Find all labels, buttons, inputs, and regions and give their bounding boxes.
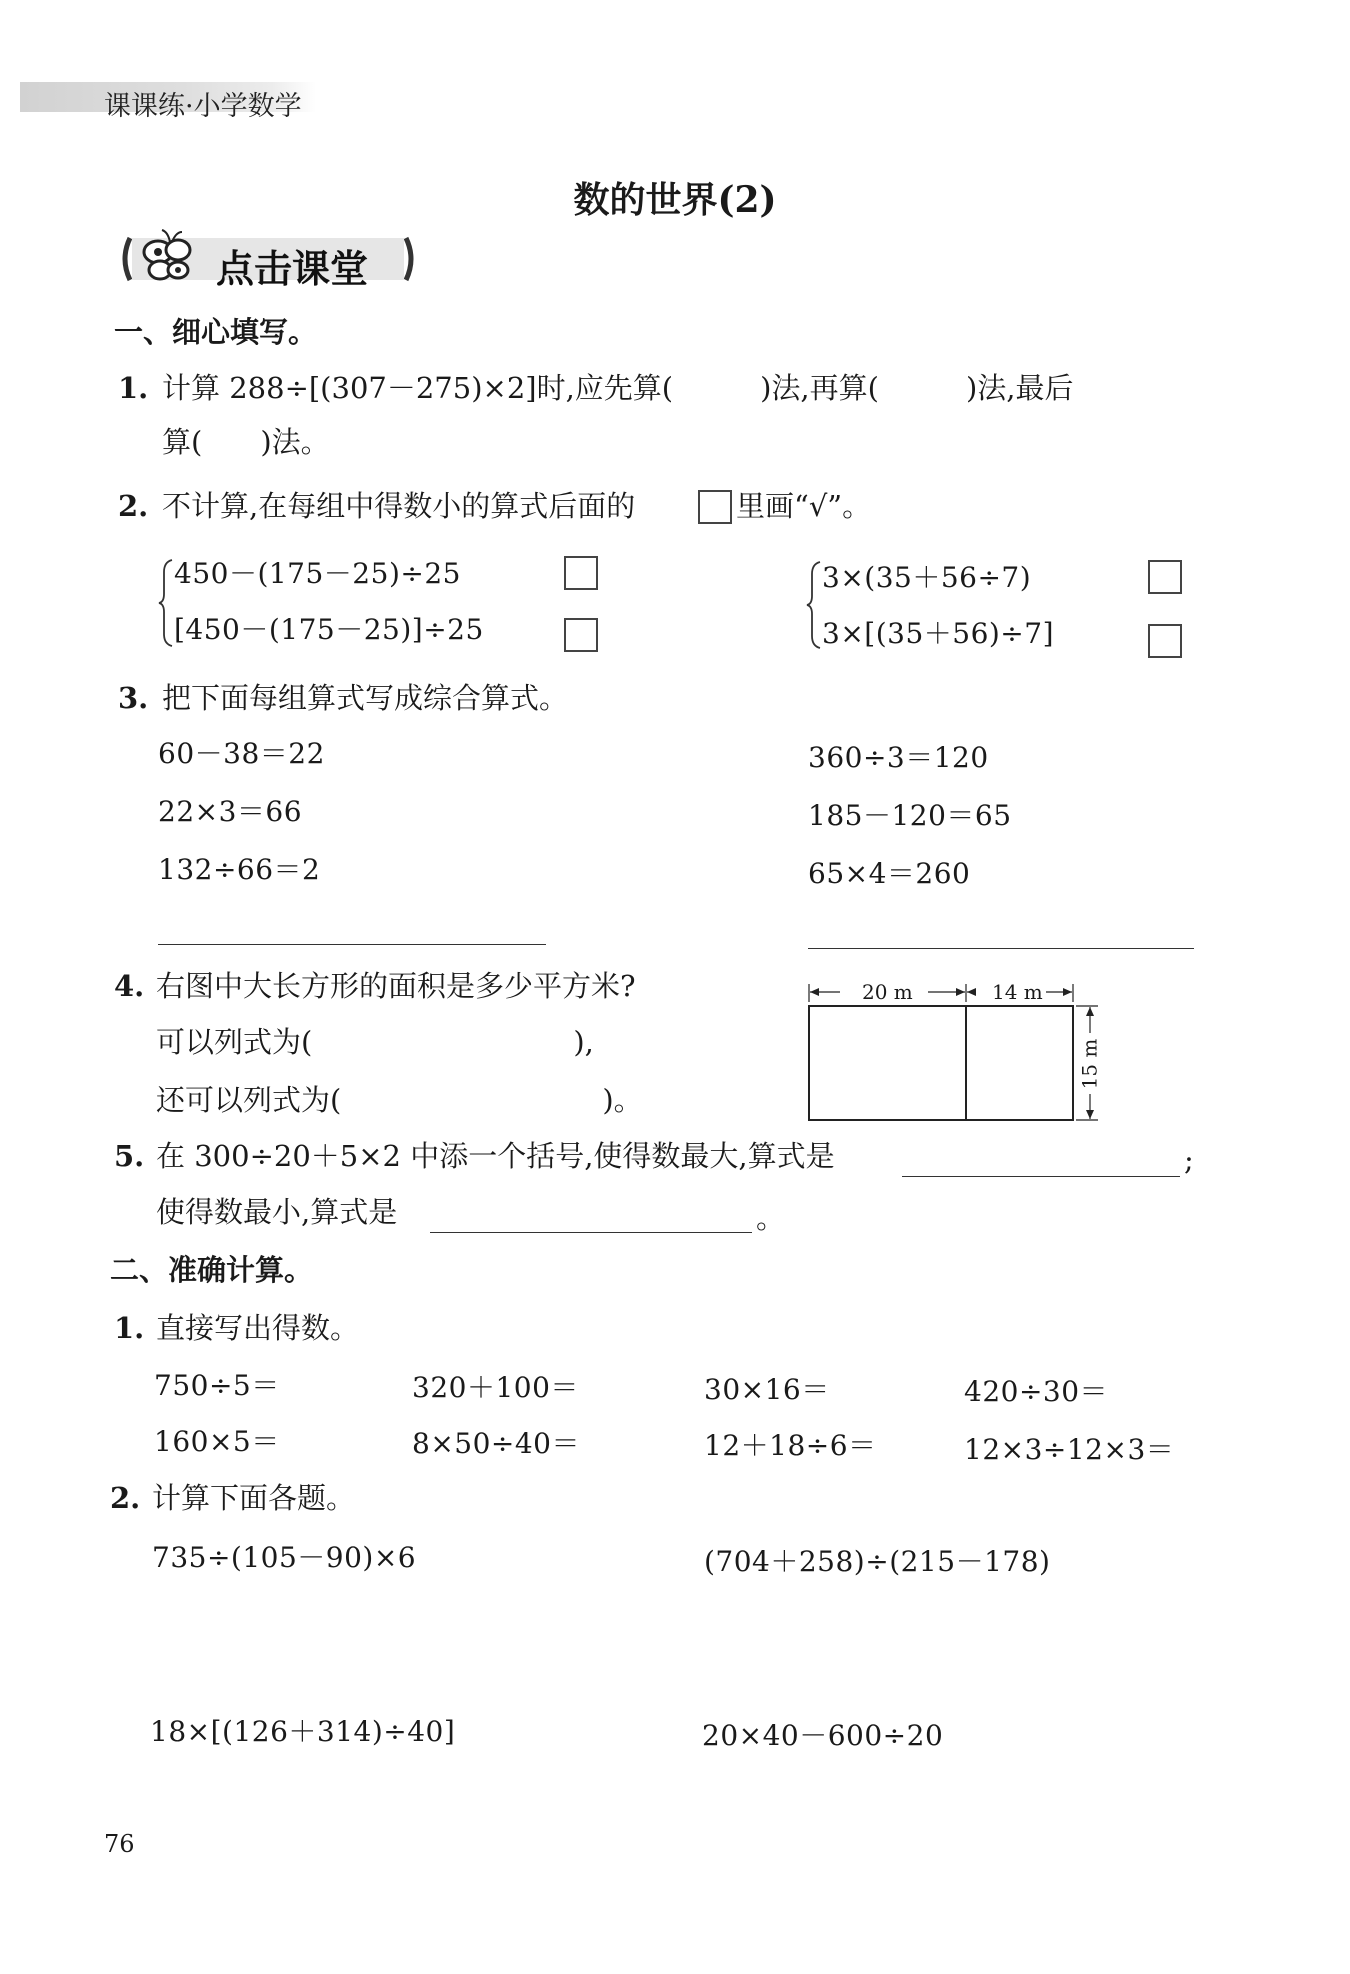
q1-text-line2: 算( )法。: [162, 425, 330, 459]
section2-heading: 二、准确计算。: [110, 1253, 314, 1287]
oral-calc-item: 30×16＝: [704, 1373, 830, 1406]
q5-semicolon: ;: [1184, 1143, 1194, 1177]
oral-calc-item: 8×50÷40＝: [412, 1427, 580, 1460]
q1-text-line1: 计算 288÷[(307－275)×2]时,应先算( )法,再算( )法,最后: [162, 371, 1074, 405]
answer-line[interactable]: [430, 1232, 752, 1233]
calc-problem: 18×[(126＋314)÷40]: [150, 1715, 456, 1748]
q1-number: 1.: [118, 371, 149, 405]
oral-calc-item: 420÷30＝: [964, 1375, 1109, 1408]
q3-right-eq-2: 185－120＝65: [808, 799, 1012, 832]
q2-number: 2.: [118, 489, 149, 523]
q3-number: 3.: [118, 681, 149, 715]
q3-left-eq-1: 60－38＝22: [158, 737, 325, 770]
s2-q1-number: 1.: [114, 1311, 145, 1345]
s2-q2-text: 计算下面各题。: [152, 1481, 356, 1515]
oral-calc-item: 750÷5＝: [154, 1369, 280, 1402]
answer-checkbox[interactable]: [564, 556, 598, 590]
s2-q2-number: 2.: [110, 1481, 141, 1515]
q3-text: 把下面每组算式写成综合算式。: [162, 681, 569, 715]
q5-period: 。: [756, 1201, 786, 1235]
answer-line[interactable]: [808, 948, 1194, 949]
q4-number: 4.: [114, 969, 145, 1003]
q2-right-expr-2: 3×[(35＋56)÷7]: [822, 617, 1055, 650]
right-brace: [806, 560, 822, 650]
oral-calc-item: 12×3÷12×3＝: [964, 1433, 1175, 1466]
q2-text-before: 不计算,在每组中得数小的算式后面的: [162, 489, 636, 523]
section1-heading: 一、细心填写。: [114, 315, 318, 349]
q4-line3: 还可以列式为( )。: [156, 1083, 643, 1117]
q3-right-eq-1: 360÷3＝120: [808, 741, 989, 774]
book-title: 课课练·小学数学: [104, 91, 302, 122]
q3-left-eq-3: 132÷66＝2: [158, 853, 321, 886]
q2-left-expr-1: 450－(175－25)÷25: [174, 557, 461, 590]
q2-text-after: 里画“√”。: [736, 489, 872, 523]
s2-q1-text: 直接写出得数。: [156, 1311, 360, 1345]
answer-line[interactable]: [158, 944, 546, 945]
q2-right-expr-1: 3×(35＋56÷7): [822, 561, 1032, 594]
q3-right-eq-3: 65×4＝260: [808, 857, 971, 890]
oral-calc-item: 12＋18÷6＝: [704, 1429, 877, 1462]
calc-problem: 735÷(105－90)×6: [152, 1541, 417, 1574]
q5-number: 5.: [114, 1139, 145, 1173]
calc-problem: (704＋258)÷(215－178): [704, 1545, 1051, 1578]
dimension-label-15m: 15 m: [1077, 1038, 1102, 1090]
q5-line2: 使得数最小,算式是: [156, 1195, 398, 1229]
q4-line2: 可以列式为( ),: [156, 1025, 594, 1059]
dimension-label-14m: 14 m: [992, 980, 1043, 1004]
dimension-label-20m: 20 m: [862, 980, 913, 1004]
banner-label: 点击课堂: [216, 246, 369, 291]
oral-calc-item: 160×5＝: [154, 1425, 280, 1458]
calc-problem: 20×40－600÷20: [702, 1719, 944, 1752]
left-brace: [158, 558, 174, 648]
butterfly-icon: [144, 230, 190, 279]
answer-checkbox[interactable]: [564, 618, 598, 652]
q3-left-eq-2: 22×3＝66: [158, 795, 303, 828]
q4-text: 右图中大长方形的面积是多少平方米?: [156, 969, 636, 1003]
page-number: 76: [104, 1830, 135, 1858]
oral-calc-item: 320＋100＝: [412, 1371, 579, 1404]
page-title: 数的世界(2): [573, 179, 777, 221]
answer-line[interactable]: [902, 1176, 1180, 1177]
big-rectangle: [809, 1006, 1073, 1120]
answer-checkbox[interactable]: [1148, 560, 1182, 594]
q2-left-expr-2: [450－(175－25)]÷25: [174, 613, 484, 646]
answer-checkbox[interactable]: [1148, 624, 1182, 658]
rectangle-figure: [800, 978, 1120, 1126]
q5-line1: 在 300÷20＋5×2 中添一个括号,使得数最大,算式是: [156, 1139, 835, 1173]
inline-answer-box: [698, 490, 732, 524]
